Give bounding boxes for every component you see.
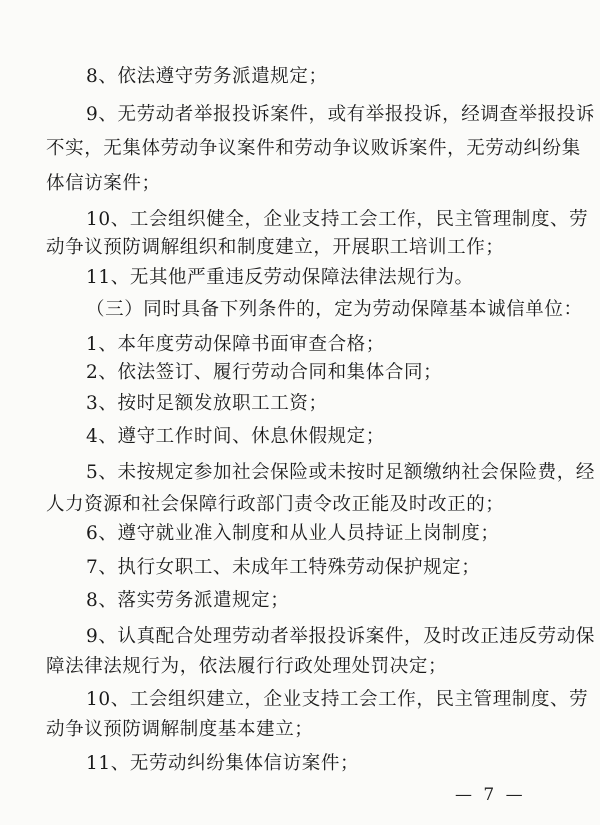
text-line: 人力资源和社会保障行政部门责令改正能及时改正的；	[46, 494, 505, 515]
text-line: 1、本年度劳动保障书面审查合格；	[86, 334, 385, 355]
text-line: 11、无劳动纠纷集体信访案件；	[86, 753, 360, 774]
text-line: 8、依法遵守劳务派遣规定；	[86, 66, 328, 87]
text-line: 不实，无集体劳动争议案件和劳动争议败诉案件，无劳动纠纷集	[46, 138, 581, 159]
text-line: 7、执行女职工、未成年工特殊劳动保护规定；	[86, 557, 481, 578]
text-line: 6、遵守就业准入制度和从业人员持证上岗制度；	[86, 523, 500, 544]
text-line: 5、未按规定参加社会保险或未按时足额缴纳社会保险费，经	[86, 462, 595, 483]
text-line: 动争议预防调解制度基本建立；	[46, 719, 314, 740]
text-line: 体信访案件；	[46, 173, 161, 194]
text-line: 2、依法签订、履行劳动合同和集体合同；	[86, 362, 443, 383]
text-line: 障法律法规行为，依法履行行政处理处罚决定；	[46, 656, 448, 677]
text-line: 9、无劳动者举报投诉案件，或有举报投诉，经调查举报投诉	[86, 104, 595, 125]
text-line: 10、工会组织健全，企业支持工会工作，民主管理制度、劳	[86, 209, 589, 230]
text-line: 动争议预防调解组织和制度建立，开展职工培训工作；	[46, 237, 505, 258]
text-line: 3、按时足额发放职工工资；	[86, 393, 328, 414]
text-line: 8、落实劳务派遣规定；	[86, 590, 290, 611]
text-line: 9、认真配合处理劳动者举报投诉案件，及时改正违反劳动保	[86, 626, 595, 647]
text-line: 11、无其他严重违反劳动保障法律法规行为。	[86, 267, 474, 288]
page-number: — 7 —	[455, 785, 526, 805]
section-heading: （三）同时具备下列条件的，定为劳动保障基本诚信单位：	[86, 299, 583, 320]
text-line: 10、工会组织建立，企业支持工会工作，民主管理制度、劳	[86, 689, 589, 710]
text-line: 4、遵守工作时间、休息休假规定；	[86, 426, 385, 447]
